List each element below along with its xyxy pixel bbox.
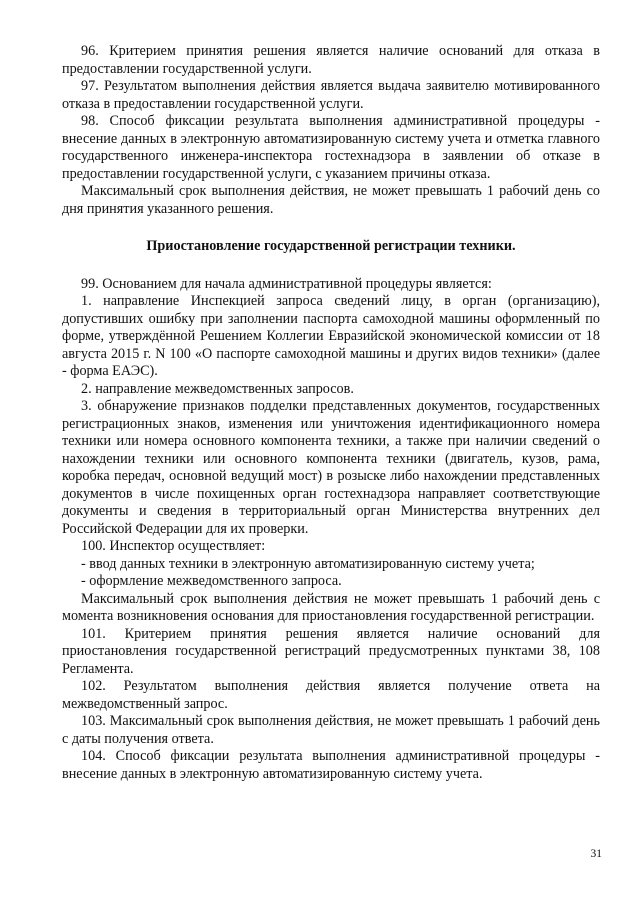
paragraph-101: 101. Критерием принятия решения является наличие оснований для приостановления государственной регистраций предусмотренных пунктами 38, 108 Регламента. [62, 625, 600, 677]
section-heading: Приостановление государственной регистрации техники. [146, 238, 516, 254]
list-item-99-1: 1. направление Инспекцией запроса сведений лицу, в орган (организацию), допустивших ошибку при заполнении паспорта самоходной машины оформленный по форме, утверждённой Решением Коллегии Евразийской экономической комиссии от 18 августа 2015 г. N 100 «О паспорте самоходной машины и других видов техники» (далее - форма ЕАЭС). [62, 293, 600, 379]
paragraph-max-term-refusal: Максимальный срок выполнения действия, не может превышать 1 рабочий день со дня принятия указанного решения. [62, 183, 600, 217]
list-item-99-3: 3. обнаружение признаков подделки представленных документов, государственных регистрационных знаков, изменения или уничтожения идентификационного номера техники или номера основного компонента техники, а также при наличии сведений о нахождении техники или основного компонента техники (двигатель, кузов, рама, коробка передач, основной ведущий мост) в розыске либо нахождении представленных документов в числе похищенных орган гостехнадзора направляет соответствующие документы и сведения в территориальный орган Министерства внутренних дел Российской Федерации для их проверки. [62, 398, 600, 537]
paragraph-99: 99. Основанием для начала административной процедуры является: [81, 275, 492, 292]
paragraph-103: 103. Максимальный срок выполнения действия, не может превышать 1 рабочий день с даты получения ответа. [62, 713, 600, 747]
paragraph-100: 100. Инспектор осуществляет: [81, 538, 266, 554]
paragraph-102: 102. Результатом выполнения действия является получение ответа на межведомственный запрос. [62, 678, 600, 712]
list-item-100-1: - ввод данных техники в электронную автоматизированную систему учета; [81, 555, 535, 572]
paragraph-98: 98. Способ фиксации результата выполнения административной процедуры - внесение данных в электронную автоматизированную систему учета и отметка главного государственного инженера-инспектора гостехнадзора в заявлении об отказе в предоставлении государственной услуги, с указанием причины отказа. [62, 113, 600, 182]
paragraph-96: 96. Критерием принятия решения является наличие оснований для отказа в предоставлении государственной услуги. [62, 43, 600, 77]
document-body [62, 43, 600, 783]
paragraph-104: 104. Способ фиксации результата выполнения административной процедуры - внесение данных в электронную автоматизированную систему учета. [62, 748, 600, 782]
list-item-99-2: 2. направление межведомственных запросов. [81, 380, 354, 397]
paragraph-max-term-suspension: Максимальный срок выполнения действия не может превышать 1 рабочий день с момента возникновения основания для приостановления государственной регистрации. [62, 590, 600, 624]
page-number: 31 [590, 848, 602, 860]
list-item-100-2: - оформление межведомственного запроса. [81, 573, 342, 589]
paragraph-97: 97. Результатом выполнения действия является выдача заявителю мотивированного отказа в предоставлении государственной услуги. [62, 78, 600, 112]
